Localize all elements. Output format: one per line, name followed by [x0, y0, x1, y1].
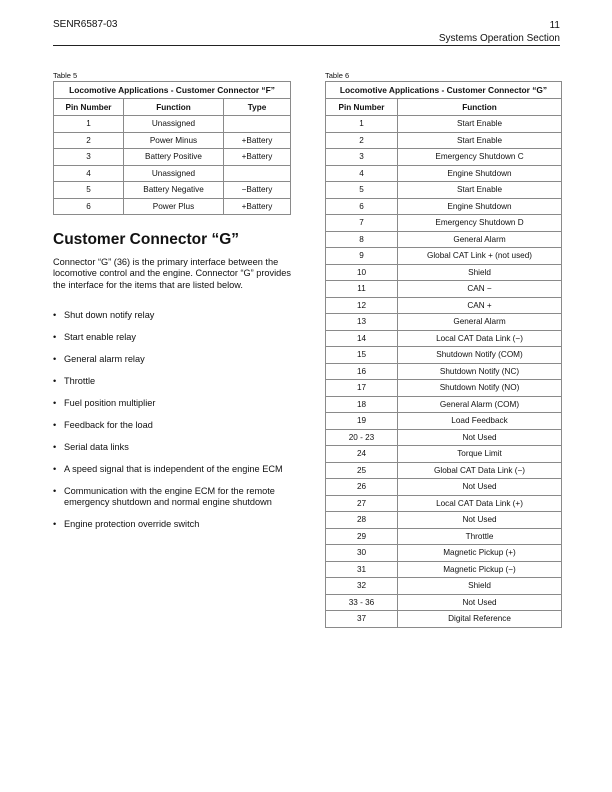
table_f-cell: −Battery — [224, 182, 291, 199]
table_g-cell: 13 — [326, 314, 398, 331]
table-connector-f — [53, 81, 291, 215]
table-f-col-type: Type — [224, 99, 291, 116]
table_f-cell: Power Minus — [124, 132, 224, 149]
table-row — [54, 165, 291, 182]
table-row — [326, 248, 562, 265]
table-row — [326, 363, 562, 380]
table-row — [326, 479, 562, 496]
table-row — [326, 231, 562, 248]
table_g-cell: 32 — [326, 578, 398, 595]
table-f-title: Locomotive Applications - Customer Connector “F” — [54, 82, 291, 99]
table-row — [326, 314, 562, 331]
table-f-body — [54, 116, 291, 215]
bullet-icon: • — [53, 442, 57, 452]
list-item-text: Serial data links — [64, 442, 129, 452]
table_g-cell: 18 — [326, 396, 398, 413]
table_g-cell: 17 — [326, 380, 398, 397]
table_g-cell: 28 — [326, 512, 398, 529]
list-item — [53, 398, 293, 409]
table_g-cell: 4 — [326, 165, 398, 182]
table-row — [326, 281, 562, 298]
table_g-cell: Shield — [398, 578, 562, 595]
table-row — [326, 578, 562, 595]
table_g-cell: Magnetic Pickup (+) — [398, 545, 562, 562]
bullet-icon: • — [53, 398, 57, 408]
table-g-col-pin: Pin Number — [326, 99, 398, 116]
table_g-cell: 37 — [326, 611, 398, 628]
table_g-cell: 7 — [326, 215, 398, 232]
interface-items-list — [53, 310, 293, 541]
table-row — [326, 446, 562, 463]
table-row — [54, 198, 291, 215]
table_f-cell: Battery Negative — [124, 182, 224, 199]
table_g-cell: 20 - 23 — [326, 429, 398, 446]
bullet-icon: • — [53, 310, 57, 320]
table_g-cell: 19 — [326, 413, 398, 430]
table_g-cell: Torque Limit — [398, 446, 562, 463]
table-row — [326, 215, 562, 232]
table_f-cell: +Battery — [224, 198, 291, 215]
list-item — [53, 310, 293, 321]
table-row — [326, 611, 562, 628]
table-row — [326, 380, 562, 397]
list-item — [53, 464, 293, 475]
table_g-cell: CAN + — [398, 297, 562, 314]
table-row — [326, 512, 562, 529]
table_g-cell: 6 — [326, 198, 398, 215]
table_f-cell: Unassigned — [124, 116, 224, 133]
table_g-cell: 5 — [326, 182, 398, 199]
table-row — [326, 165, 562, 182]
table-row — [326, 116, 562, 133]
table_g-cell: 24 — [326, 446, 398, 463]
table_g-cell: 9 — [326, 248, 398, 265]
table_g-cell: Shutdown Notify (NO) — [398, 380, 562, 397]
table-g-body — [326, 116, 562, 628]
bullet-icon: • — [53, 420, 57, 430]
section-name: Systems Operation Section — [438, 33, 560, 44]
table-g-title: Locomotive Applications - Customer Connector “G” — [326, 82, 562, 99]
table-row — [326, 198, 562, 215]
table_g-cell: Digital Reference — [398, 611, 562, 628]
table_g-cell: Shield — [398, 264, 562, 281]
table_g-cell: Global CAT Data Link (−) — [398, 462, 562, 479]
table_g-cell: Not Used — [398, 512, 562, 529]
table_g-cell: Magnetic Pickup (−) — [398, 561, 562, 578]
list-item-text: Communication with the engine ECM for the remote emergency shutdown and normal engine shutdown — [64, 486, 275, 508]
table_g-cell: General Alarm (COM) — [398, 396, 562, 413]
table_g-cell: 15 — [326, 347, 398, 364]
table_g-cell: 2 — [326, 132, 398, 149]
bullet-icon: • — [53, 464, 57, 474]
table_g-cell: Start Enable — [398, 132, 562, 149]
doc-number: SENR6587-03 — [53, 19, 118, 30]
table_g-cell: Not Used — [398, 479, 562, 496]
table_f-cell: 4 — [54, 165, 124, 182]
table_f-cell: +Battery — [224, 132, 291, 149]
table-f-col-pin: Pin Number — [54, 99, 124, 116]
table_g-cell: Shutdown Notify (NC) — [398, 363, 562, 380]
table_g-cell: 27 — [326, 495, 398, 512]
list-item-text: Throttle — [64, 376, 96, 386]
table-row — [326, 413, 562, 430]
table-row — [54, 116, 291, 133]
table_f-cell: +Battery — [224, 149, 291, 166]
list-item — [53, 442, 293, 453]
header-rule — [53, 45, 560, 46]
list-item-text: Engine protection override switch — [64, 519, 200, 530]
bullet-icon: • — [53, 354, 57, 364]
list-item-text: General alarm relay — [64, 354, 145, 364]
list-item — [53, 420, 293, 431]
table-row — [326, 462, 562, 479]
table_g-cell: 3 — [326, 149, 398, 166]
table_g-cell: General Alarm — [398, 231, 562, 248]
table_g-cell: 31 — [326, 561, 398, 578]
bullet-icon: • — [53, 486, 57, 496]
table_g-cell: Global CAT Link + (not used) — [398, 248, 562, 265]
table_g-cell: 26 — [326, 479, 398, 496]
table-g-col-function: Function — [398, 99, 562, 116]
table-row — [326, 561, 562, 578]
table_g-cell: General Alarm — [398, 314, 562, 331]
table_f-cell — [224, 165, 291, 182]
table-row — [326, 594, 562, 611]
table-connector-g — [325, 81, 562, 628]
table_f-cell: 5 — [54, 182, 124, 199]
page-header-right — [439, 19, 560, 45]
table-row — [326, 347, 562, 364]
list-item — [53, 354, 293, 365]
list-item — [53, 332, 293, 343]
list-item — [53, 519, 293, 530]
table_g-cell: Not Used — [398, 594, 562, 611]
table-row — [326, 182, 562, 199]
table-row — [326, 330, 562, 347]
table_g-cell: Start Enable — [398, 116, 562, 133]
table_g-cell: CAN − — [398, 281, 562, 298]
table_g-cell: 1 — [326, 116, 398, 133]
table_f-cell: 6 — [54, 198, 124, 215]
table_g-cell: 8 — [326, 231, 398, 248]
table_g-cell: Local CAT Data Link (−) — [398, 330, 562, 347]
table-row — [54, 182, 291, 199]
page-number: 11 — [549, 20, 560, 31]
list-item — [53, 376, 293, 387]
list-item — [53, 486, 293, 509]
table_f-cell: Power Plus — [124, 198, 224, 215]
table_f-cell: 2 — [54, 132, 124, 149]
table_f-cell: Battery Positive — [124, 149, 224, 166]
table_g-cell: Not Used — [398, 429, 562, 446]
bullet-icon: • — [53, 519, 57, 530]
list-item-text: A speed signal that is independent of the engine ECM — [64, 464, 283, 474]
table-row — [326, 264, 562, 281]
table_f-cell: Unassigned — [124, 165, 224, 182]
table_g-cell: 16 — [326, 363, 398, 380]
table_g-cell: Local CAT Data Link (+) — [398, 495, 562, 512]
table-f-col-function: Function — [124, 99, 224, 116]
bullet-icon: • — [53, 332, 57, 342]
table_f-cell — [224, 116, 291, 133]
table-f-caption: Table 5 — [53, 71, 78, 80]
table_f-cell: 3 — [54, 149, 124, 166]
table_g-cell: 33 - 36 — [326, 594, 398, 611]
table_g-cell: Engine Shutdown — [398, 165, 562, 182]
table_f-cell: 1 — [54, 116, 124, 133]
table-row — [54, 132, 291, 149]
table_g-cell: Start Enable — [398, 182, 562, 199]
table-row — [326, 545, 562, 562]
table-row — [326, 528, 562, 545]
table-row — [54, 149, 291, 166]
table_g-cell: Engine Shutdown — [398, 198, 562, 215]
table_g-cell: 14 — [326, 330, 398, 347]
table_g-cell: 29 — [326, 528, 398, 545]
list-item-text: Shut down notify relay — [64, 310, 155, 320]
list-item-text: Feedback for the load — [64, 420, 153, 430]
table-row — [326, 149, 562, 166]
table_g-cell: Emergency Shutdown C — [398, 149, 562, 166]
table_g-cell: Emergency Shutdown D — [398, 215, 562, 232]
table_g-cell: 12 — [326, 297, 398, 314]
table_g-cell: Throttle — [398, 528, 562, 545]
table-row — [326, 495, 562, 512]
table_g-cell: Load Feedback — [398, 413, 562, 430]
table-row — [326, 297, 562, 314]
table-row — [326, 429, 562, 446]
list-item-text: Start enable relay — [64, 332, 137, 342]
table-g-caption: Table 6 — [325, 71, 350, 80]
section-intro: Connector “G” (36) is the primary interface between the locomotive control and the engine. Connector “G” provides the interface for the items that are listed below. — [53, 257, 291, 290]
table_g-cell: Shutdown Notify (COM) — [398, 347, 562, 364]
table_g-cell: 10 — [326, 264, 398, 281]
section-title: Customer Connector “G” — [53, 231, 240, 248]
table-row — [326, 396, 562, 413]
table_g-cell: 30 — [326, 545, 398, 562]
list-item-text: Fuel position multiplier — [64, 398, 156, 408]
table_g-cell: 25 — [326, 462, 398, 479]
table_g-cell: 11 — [326, 281, 398, 298]
bullet-icon: • — [53, 376, 57, 386]
table-row — [326, 132, 562, 149]
